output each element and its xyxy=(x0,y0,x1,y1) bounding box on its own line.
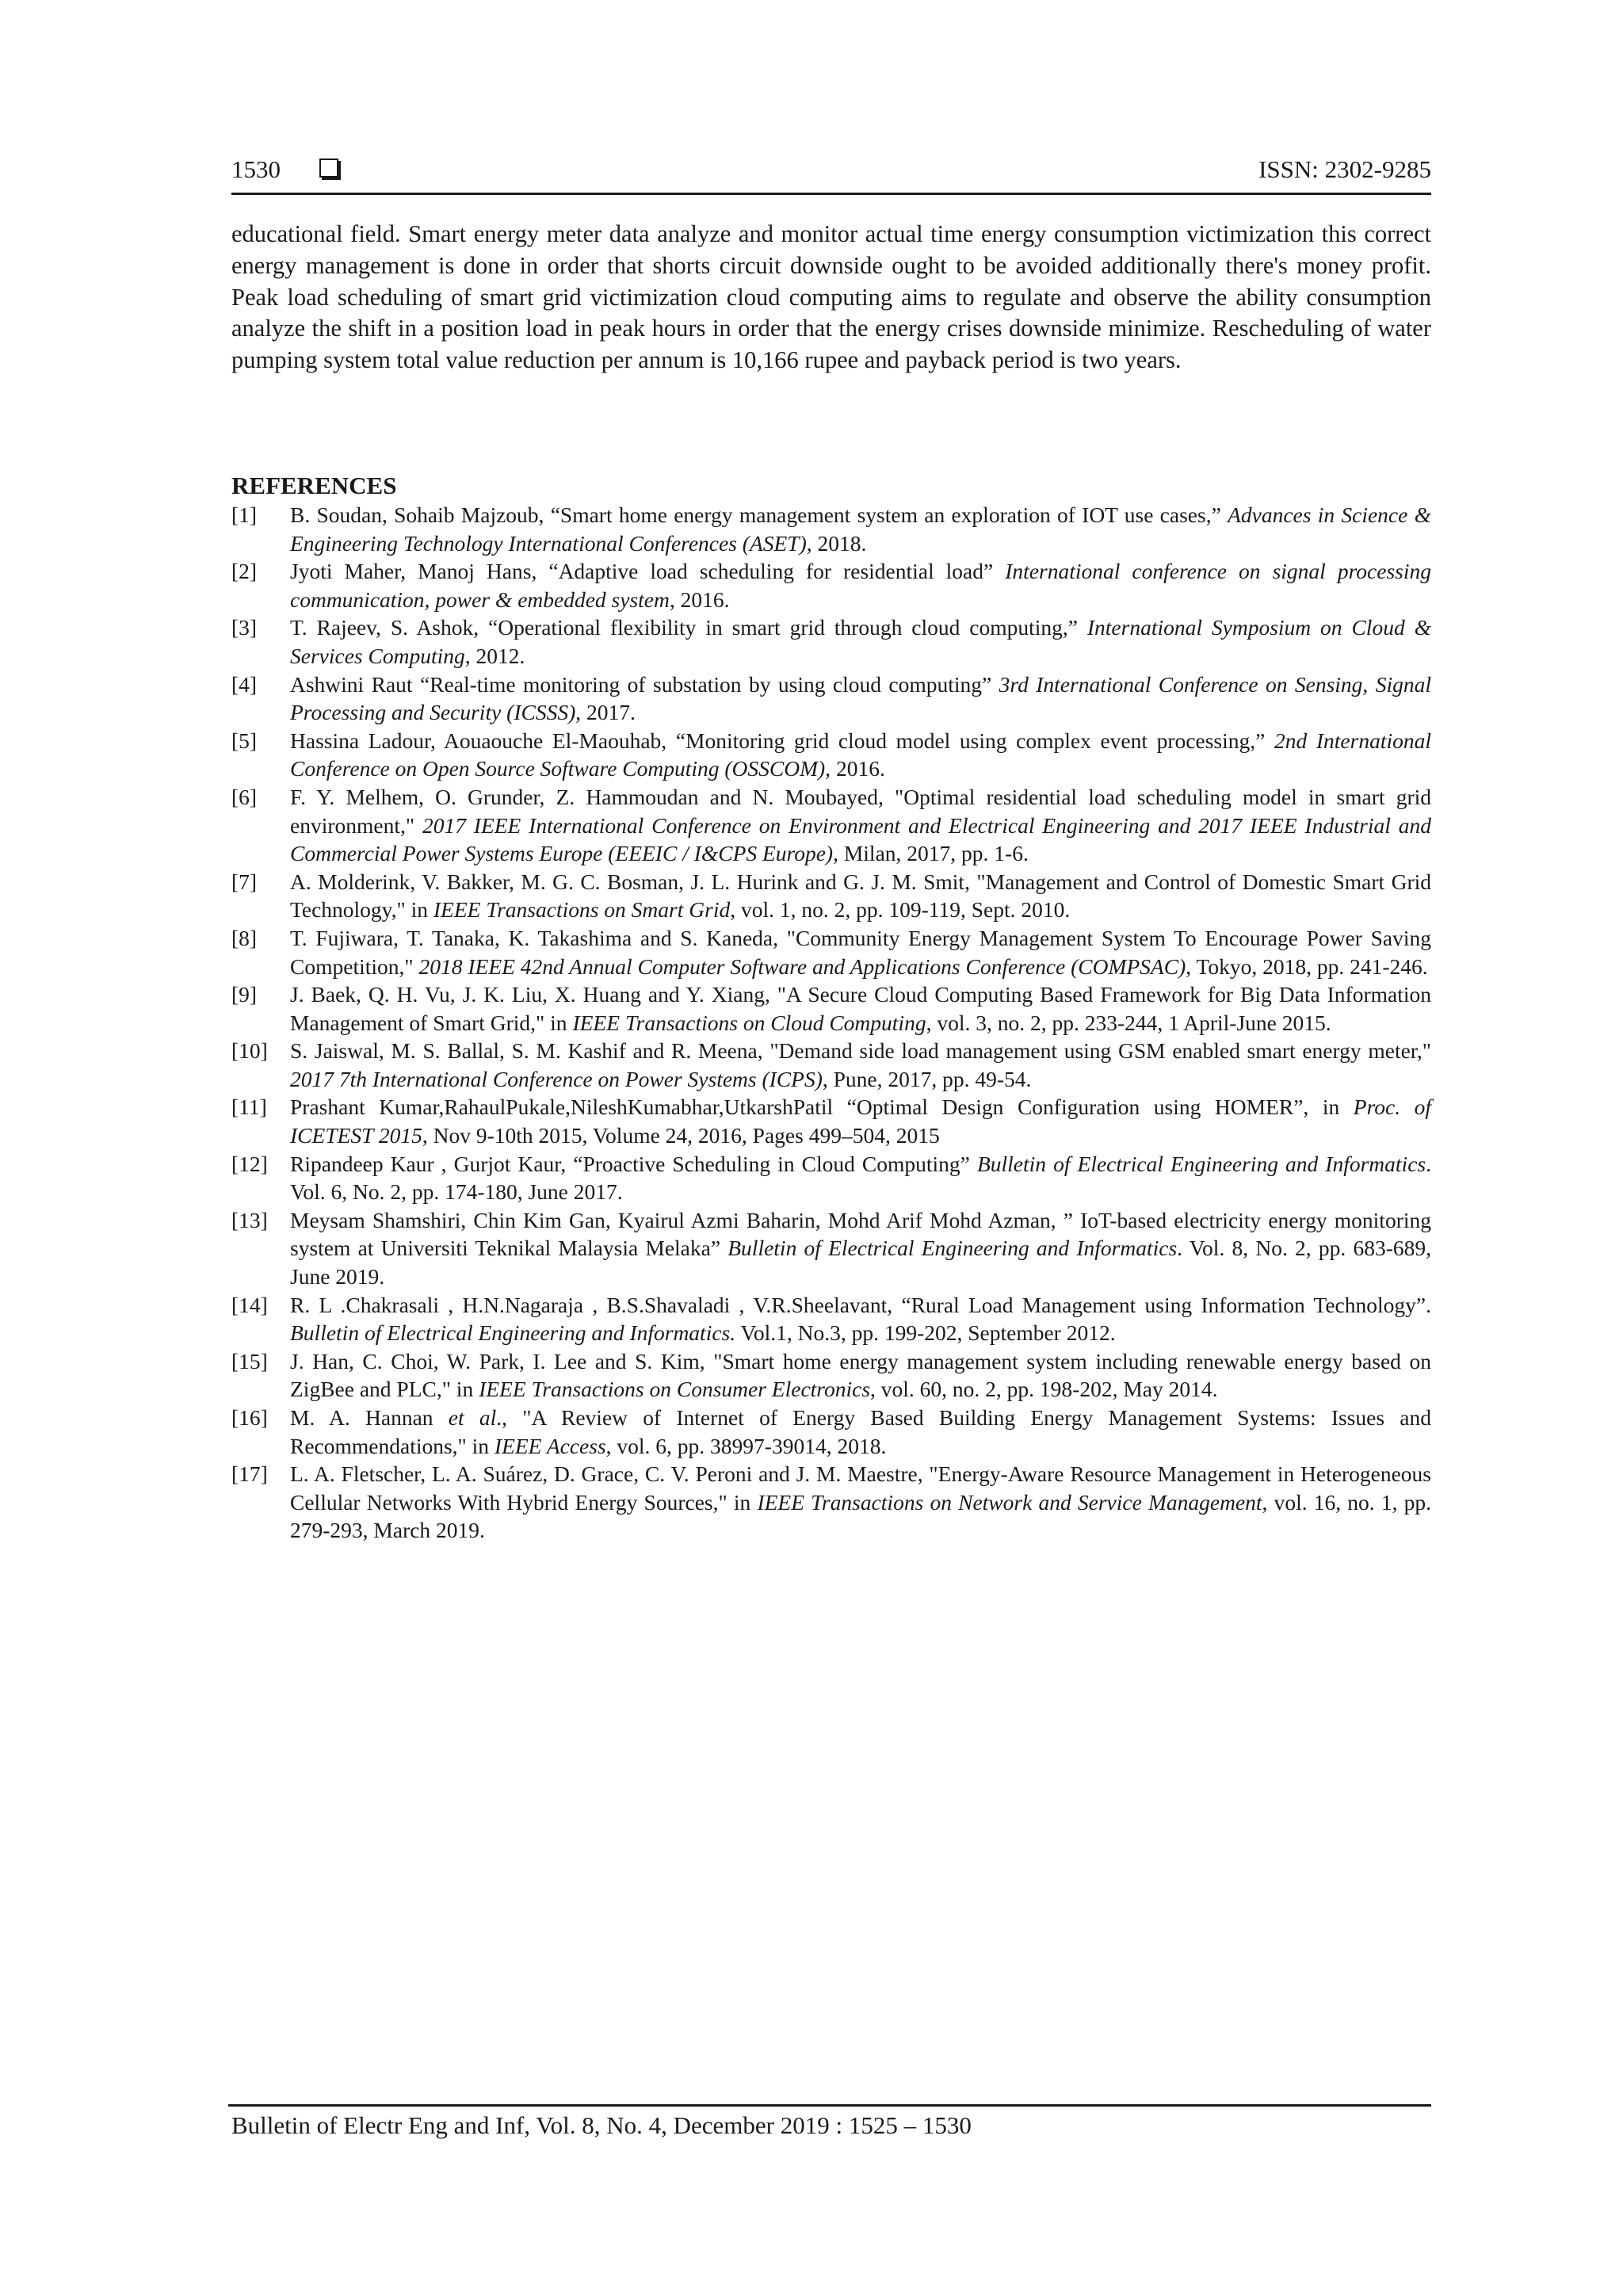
reference-italic-segment: Bulletin of Electrical Engineering and Informatics. xyxy=(290,1320,736,1346)
reference-number: [10] xyxy=(231,1038,268,1064)
page-header xyxy=(231,155,1431,190)
reference-number: [3] xyxy=(231,615,258,640)
reference-item xyxy=(231,980,1431,1037)
reference-italic-segment: Advances in Science & Engineering Technology International Conferences (ASET) xyxy=(290,502,1431,556)
reference-segment: A. Molderink, V. Bakker, M. G. C. Bosman, J. L. Hurink and G. J. M. Smit, "Management and Control of Domestic Smart Grid Technology," in xyxy=(290,869,1431,923)
reference-item xyxy=(231,557,1431,613)
reference-number: [13] xyxy=(231,1207,268,1232)
footer-rule xyxy=(228,2104,1431,2107)
references-list xyxy=(231,501,1431,1545)
reference-item xyxy=(231,1150,1431,1206)
reference-text xyxy=(290,672,1431,725)
reference-text xyxy=(290,1095,1431,1148)
reference-italic-segment: IEEE Transactions on Smart Grid xyxy=(433,897,731,923)
reference-number: [9] xyxy=(231,982,258,1007)
reference-text xyxy=(290,1208,1431,1289)
reference-segment: B. Soudan, Sohaib Majzoub, “Smart home energy management system an exploration of IOT use cases,” xyxy=(290,502,1228,527)
reference-text xyxy=(290,615,1431,668)
reference-item xyxy=(231,1460,1431,1545)
reference-italic-segment: International Symposium on Cloud & Services Computing xyxy=(290,615,1431,668)
reference-item xyxy=(231,924,1431,980)
page-number: 1530 xyxy=(231,155,281,183)
reference-segment: ., "A Review of Internet of Energy Based Building Energy Management Systems: Issues and Recommendations," in xyxy=(290,1405,1431,1458)
reference-segment: , 2018. xyxy=(806,530,867,556)
reference-segment: , vol. 1, no. 2, pp. 109-119, Sept. 2010. xyxy=(730,897,1071,923)
reference-italic-segment: IEEE Transactions on Consumer Electronics xyxy=(479,1377,871,1402)
reference-text xyxy=(290,1405,1431,1458)
reference-italic-segment: Proc. of ICETEST 2015 xyxy=(290,1095,1431,1148)
reference-segment: Ashwini Raut “Real-time monitoring of substation by using cloud computing” xyxy=(290,671,999,697)
reference-segment: , Milan, 2017, pp. 1-6. xyxy=(833,841,1029,866)
reference-text xyxy=(290,1461,1431,1542)
reference-text xyxy=(290,1293,1431,1346)
reference-number: [17] xyxy=(231,1461,268,1487)
reference-segment: T. Fujiwara, T. Tanaka, K. Takashima and S. Kaneda, "Community Energy Management System To Encourage Power Saving Competition," xyxy=(290,925,1431,979)
reference-number: [15] xyxy=(231,1348,268,1373)
reference-item xyxy=(231,670,1431,727)
reference-item xyxy=(231,1037,1431,1093)
reference-number: [2] xyxy=(231,559,258,584)
body-paragraph: educational field. Smart energy meter data analyze and monitor actual time energy consumption victimization this correct energy management is done in order that shorts circuit downside ought to be avoided additionally there's money profit. Peak load scheduling of smart grid victimization cloud computing aims to regulate and observe the ability consumption analyze the shift in a position load in peak hours in order that the energy crises downside minimize. Rescheduling of water pumping system total value reduction per annum is 10,166 rupee and payback period is two years. xyxy=(231,220,1431,374)
reference-item xyxy=(231,501,1431,557)
reference-italic-segment: International conference on signal processing communication, power & embedded system xyxy=(290,559,1431,612)
reference-italic-segment: Bulletin of Electrical Engineering and Informatics xyxy=(976,1151,1426,1176)
footer-citation: Bulletin of Electr Eng and Inf, Vol. 8, No. 4, December 2019 : 1525 – 1530 xyxy=(231,2111,972,2139)
reference-segment: , vol. 6, pp. 38997-39014, 2018. xyxy=(605,1433,887,1458)
reference-text xyxy=(290,869,1431,923)
reference-text xyxy=(290,1349,1431,1402)
references-heading: REFERENCES xyxy=(231,472,397,499)
reference-segment: , Tokyo, 2018, pp. 241-246. xyxy=(1186,953,1428,979)
reference-number: [16] xyxy=(231,1405,268,1430)
reference-segment: Prashant Kumar,RahaulPukale,NileshKumabhar,UtkarshPatil “Optimal Design Configuration using HOMER”, in xyxy=(290,1095,1354,1120)
reference-segment: R. L .Chakrasali , H.N.Nagaraja , B.S.Shavaladi , V.R.Sheelavant, “Rural Load Management using Information Technology”. xyxy=(290,1292,1431,1317)
reference-text xyxy=(290,502,1431,556)
reference-italic-segment: et al xyxy=(448,1405,497,1430)
reference-segment: . Vol. 6, No. 2, pp. 174-180, June 2017. xyxy=(290,1151,1431,1205)
reference-text xyxy=(290,559,1431,612)
reference-number: [14] xyxy=(231,1292,268,1317)
reference-segment: , 2017. xyxy=(575,700,636,725)
reference-italic-segment: Bulletin of Electrical Engineering and Informatics xyxy=(727,1236,1178,1261)
reference-item xyxy=(231,1404,1431,1460)
reference-segment: T. Rajeev, S. Ashok, “Operational flexibility in smart grid through cloud computing,” xyxy=(290,615,1087,640)
reference-text xyxy=(290,1038,1431,1091)
reference-segment: Meysam Shamshiri, Chin Kim Gan, Kyairul Azmi Baharin, Mohd Arif Mohd Azman, ” IoT-based electricity energy monitoring system at Universiti Teknikal Malaysia Melaka” xyxy=(290,1207,1431,1261)
square-box-icon xyxy=(319,159,338,178)
reference-italic-segment: 2017 7th International Conference on Power Systems (ICPS) xyxy=(290,1066,823,1091)
reference-number: [8] xyxy=(231,925,258,950)
reference-segment: 2016. xyxy=(831,756,885,781)
reference-text xyxy=(290,785,1431,865)
reference-italic-segment: 2017 IEEE International Conference on Environment and Electrical Engineering and 2017 IEEE Industrial and Commercial Power Systems Europe (EEEIC / I&CPS Europe) xyxy=(290,812,1431,866)
reference-item xyxy=(231,1206,1431,1291)
reference-number: [12] xyxy=(231,1151,268,1176)
reference-italic-segment: 2nd International Conference on Open Source Software Computing (OSSCOM), xyxy=(290,728,1431,781)
reference-item xyxy=(231,783,1431,868)
reference-item xyxy=(231,727,1431,783)
reference-text xyxy=(290,982,1431,1035)
reference-item xyxy=(231,1291,1431,1347)
reference-segment: M. A. Hannan xyxy=(290,1405,449,1430)
reference-segment: , Nov 9-10th 2015, Volume 24, 2016, Pages 499–504, 2015 xyxy=(422,1123,940,1148)
reference-segment: J. Baek, Q. H. Vu, J. K. Liu, X. Huang and Y. Xiang, "A Secure Cloud Computing Based Framework for Big Data Information Management of Smart Grid," in xyxy=(290,982,1431,1035)
reference-text xyxy=(290,728,1431,781)
reference-italic-segment: 3rd International Conference on Sensing, Signal Processing and Security (ICSSS) xyxy=(290,671,1431,725)
reference-italic-segment: IEEE Transactions on Network and Service Management xyxy=(757,1489,1262,1515)
reference-number: [11] xyxy=(231,1095,267,1120)
reference-item xyxy=(231,1093,1431,1149)
reference-italic-segment: 2018 IEEE 42nd Annual Computer Software and Applications Conference (COMPSAC) xyxy=(418,953,1186,979)
reference-item xyxy=(231,1347,1431,1404)
reference-italic-segment: IEEE Transactions on Cloud Computing xyxy=(572,1010,926,1035)
header-rule xyxy=(231,193,1431,195)
reference-number: [5] xyxy=(231,728,258,753)
reference-segment: S. Jaiswal, M. S. Ballal, S. M. Kashif and R. Meena, "Demand side load management using GSM enabled smart energy meter," xyxy=(290,1038,1431,1064)
reference-item xyxy=(231,868,1431,924)
reference-segment: . Vol. 8, No. 2, pp. 683-689, June 2019. xyxy=(290,1236,1431,1289)
reference-segment: , 2016. xyxy=(669,586,730,612)
reference-segment: , vol. 16, no. 1, pp. 279-293, March 2019. xyxy=(290,1489,1431,1543)
reference-item xyxy=(231,613,1431,670)
issn-label: ISSN: 2302-9285 xyxy=(1258,155,1431,183)
reference-number: [7] xyxy=(231,869,258,894)
reference-segment: , vol. 3, no. 2, pp. 233-244, 1 April-June 2015. xyxy=(926,1010,1331,1035)
reference-segment: Hassina Ladour, Aouaouche El-Maouhab, “Monitoring grid cloud model using complex event processing,” xyxy=(290,728,1274,753)
reference-segment: F. Y. Melhem, O. Grunder, Z. Hammoudan and N. Moubayed, "Optimal residential load scheduling model in smart grid environment," xyxy=(290,784,1431,838)
reference-segment: Vol.1, No.3, pp. 199-202, September 2012. xyxy=(735,1320,1116,1346)
reference-segment: , 2012. xyxy=(464,643,525,668)
reference-text xyxy=(290,1152,1431,1205)
reference-number: [1] xyxy=(231,502,258,527)
reference-italic-segment: IEEE Access xyxy=(494,1433,606,1458)
reference-segment: Jyoti Maher, Manoj Hans, “Adaptive load scheduling for residential load” xyxy=(290,559,1006,584)
reference-segment: , vol. 60, no. 2, pp. 198-202, May 2014. xyxy=(870,1377,1218,1402)
reference-segment: , Pune, 2017, pp. 49-54. xyxy=(822,1066,1032,1091)
reference-number: [4] xyxy=(231,671,258,697)
reference-segment: J. Han, C. Choi, W. Park, I. Lee and S. Kim, "Smart home energy management system including renewable energy based on ZigBee and PLC," in xyxy=(290,1348,1431,1402)
reference-segment: L. A. Fletscher, L. A. Suárez, D. Grace, C. V. Peroni and J. M. Maestre, "Energy-Aware Resource Management in Heterogeneous Cellular Networks With Hybrid Energy Sources," in xyxy=(290,1461,1431,1515)
reference-text xyxy=(290,926,1431,979)
reference-number: [6] xyxy=(231,784,258,809)
reference-segment: Ripandeep Kaur , Gurjot Kaur, “Proactive Scheduling in Cloud Computing” xyxy=(290,1151,977,1176)
